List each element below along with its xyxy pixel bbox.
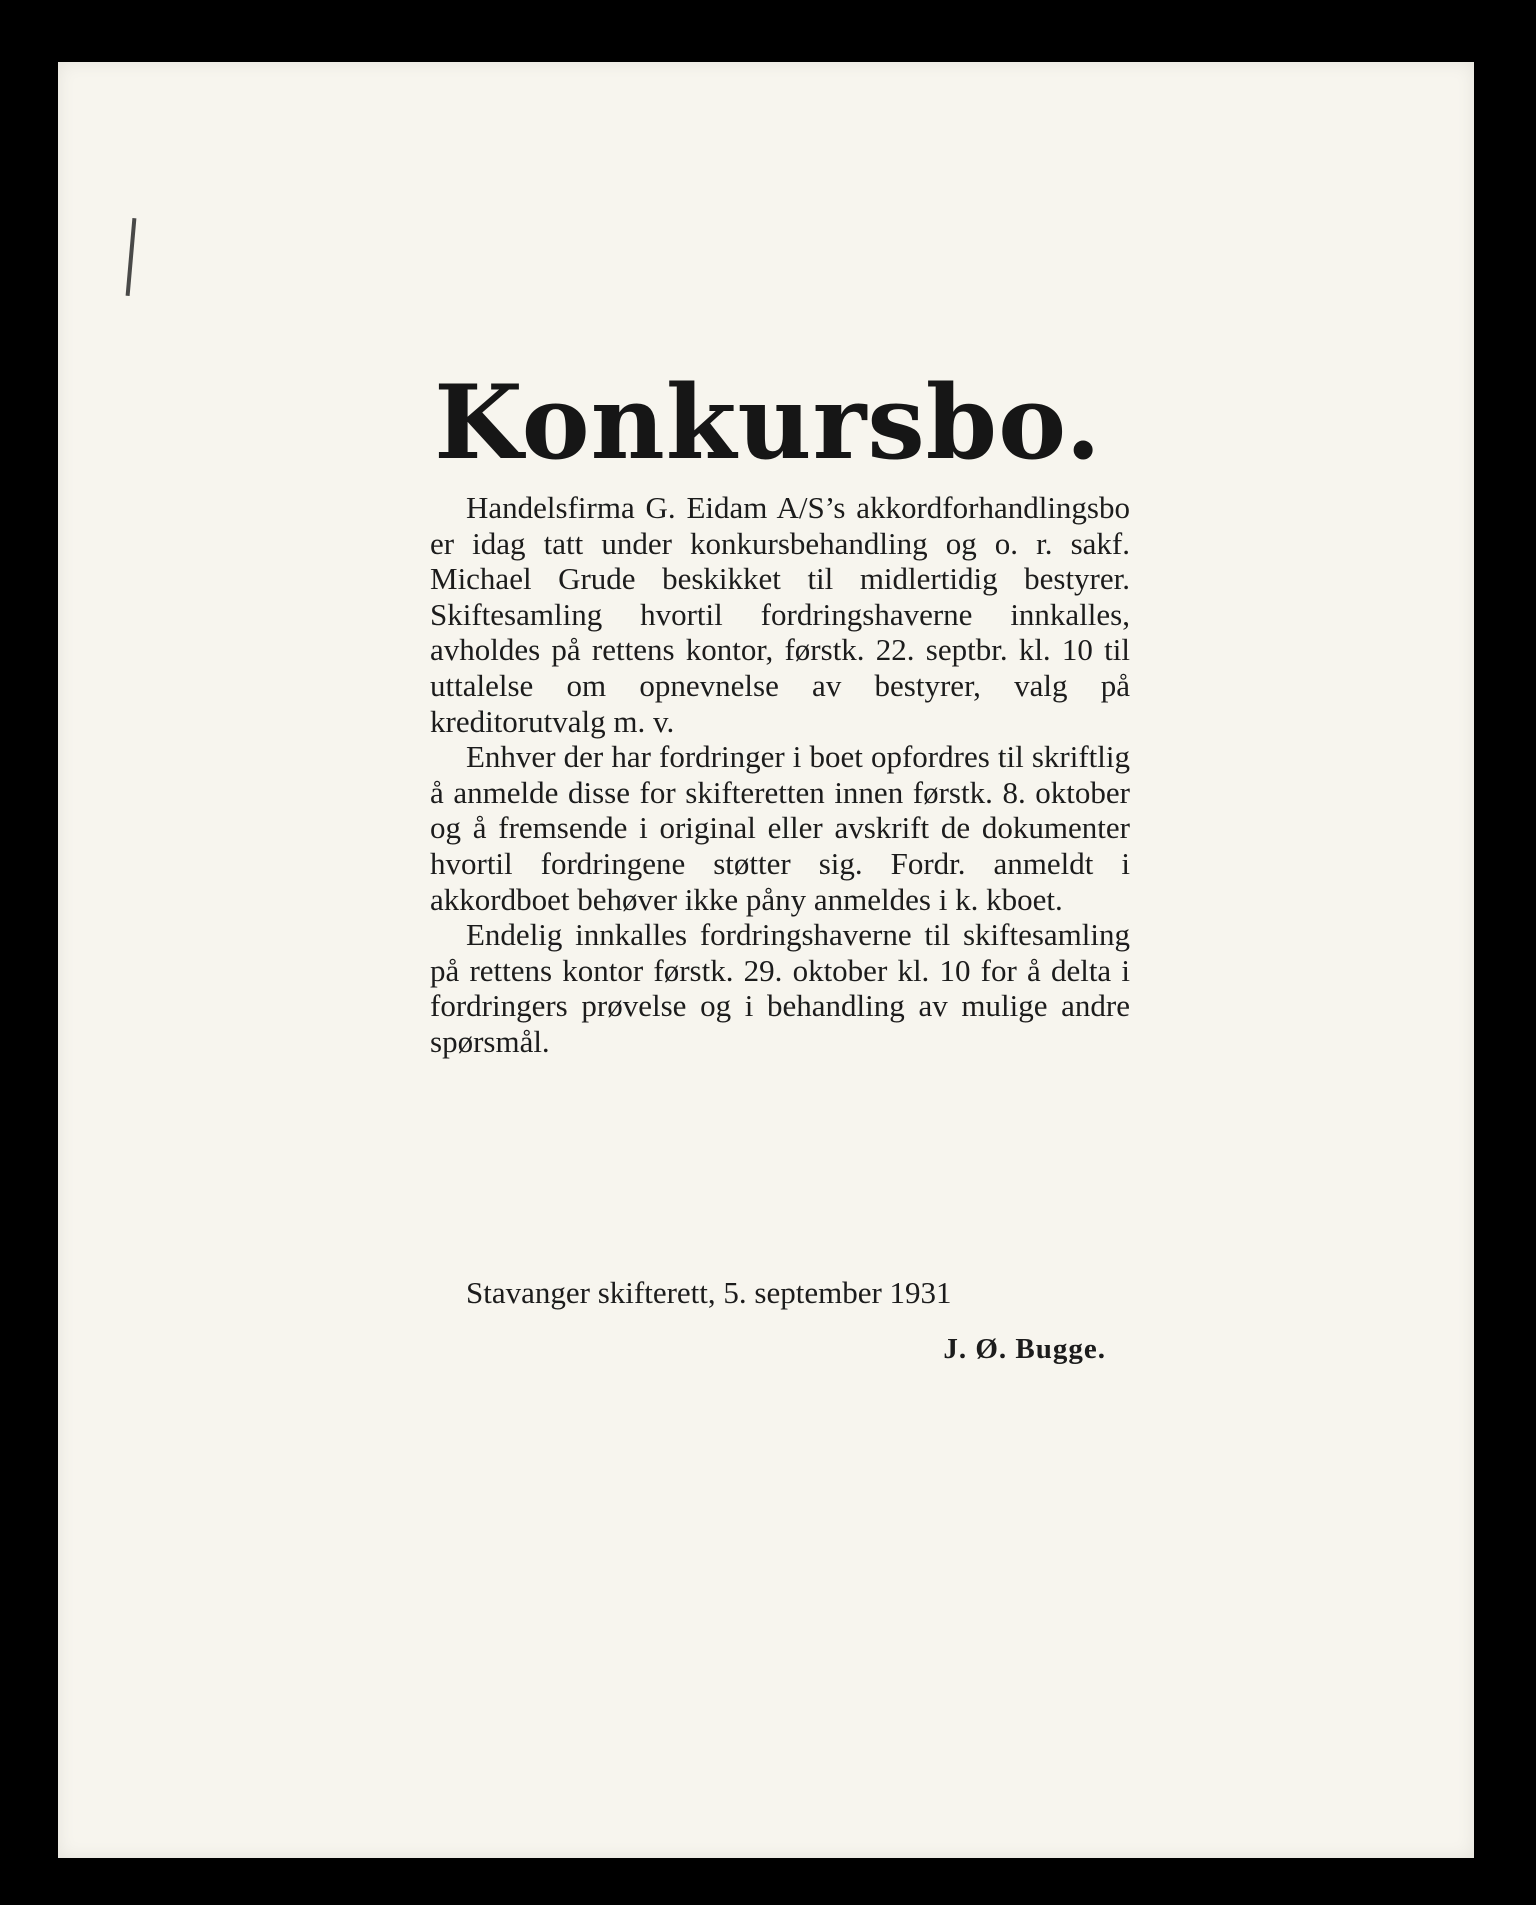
signature-block (430, 1275, 1120, 1367)
paragraph-2: Enhver der har fordringer i boet opfordres til skriftlig å anmelde disse for skifteretten innen førstk. 8. oktober og å fremsende i original eller avskrift de dokumenter hvortil fordringene støtter sig. Fordr. anmeldt i akkordboet behøver ikke påny anmeldes i k. kboet. (430, 739, 1130, 917)
document-title: Konkursbo. (434, 363, 1102, 483)
paragraph-1: Handelsfirma G. Eidam A/S’s akkordforhandlingsbo er idag tatt under konkursbehandling og o. r. sakf. Michael Grude beskikket til midlertidig bestyrer. Skiftesamling hvortil fordringshaverne innkalles, avholdes på rettens kontor, førstk. 22. septbr. kl. 10 til uttalelse om opnevnelse av bestyrer, valg på kreditorutvalg m. v. (430, 490, 1130, 739)
paragraph-3: Endelig innkalles fordringshaverne til skiftesamling på rettens kontor førstk. 29. oktober kl. 10 for å delta i fordringers prøvelse og i behandling av mulige andre spørsmål. (430, 917, 1130, 1059)
notice-body (430, 490, 1130, 1060)
signer-name: J. Ø. Bugge. (943, 1333, 1106, 1365)
place-date: Stavanger skifterett, 5. september 1931 (466, 1275, 952, 1310)
